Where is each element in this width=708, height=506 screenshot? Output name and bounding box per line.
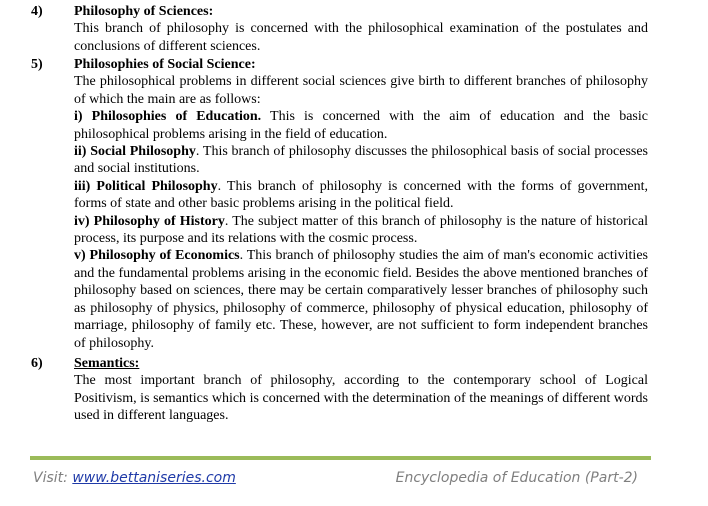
subsection-social	[74, 143, 648, 178]
subsection-education	[74, 108, 648, 143]
section-body	[74, 56, 648, 352]
footer-book-title: Encyclopedia of Education (Part-2)	[395, 470, 638, 486]
section-body	[74, 355, 648, 425]
section-body	[74, 3, 648, 55]
section-number: 4)	[31, 4, 43, 19]
section-number: 6)	[31, 356, 43, 371]
subsection-text: This is concerned with the aim of education and the basic philosophical problems arising in the field of education.	[74, 109, 648, 142]
section-paragraph: The most important branch of philosophy, according to the contemporary school of Logical Positivism, is semantics which is concerned with the determination of the meanings of different words used in different languages.	[74, 373, 648, 424]
footer-rule	[30, 456, 651, 460]
footer-visit-label: Visit:	[33, 470, 73, 486]
subsection-text: . This branch of philosophy is concerned with the forms of government, forms of state and other basic problems arising in the political field.	[74, 178, 648, 212]
subsection-economics	[74, 247, 648, 351]
section-paragraph: The philosophical problems in different social sciences give birth to different branches of philosophy of which the main are as follows:	[74, 74, 648, 107]
subsection-text: . This branch of philosophy studies the aim of man's economic activities and the fundamental problems arising in the economic field. Besides the above mentioned branches of philosophy based on sciences, there may be certain comparatively lesser branches of philosophy such as philosophy of physics, philosophy of commerce, philosophy of physical education, philosophy of marriage, philosophy of family etc. These, however, are not sufficient to form independent branches of philosophy.	[74, 248, 648, 351]
subsection-label: v) Philosophy of Economics	[74, 248, 240, 264]
subsection-text: . This branch of philosophy discusses the philosophical basis of social processes and social institutions.	[74, 144, 649, 177]
footer-visit	[33, 468, 236, 488]
subsection-history	[74, 213, 648, 248]
subsection-label: iii) Political Philosophy	[74, 178, 218, 194]
subsection-label: iv) Philosophy of History	[74, 213, 225, 229]
section-heading-bold: Philosophies of Social Science:	[74, 57, 256, 72]
subsection-label: ii) Social Philosophy	[74, 144, 196, 160]
section-heading: Semantics:	[74, 356, 140, 371]
section-heading	[74, 56, 648, 73]
section-heading: Philosophy of Sciences:	[74, 4, 214, 19]
section-paragraph: This branch of philosophy is concerned with the philosophical examination of the postulates and conclusions of different sciences.	[74, 21, 648, 54]
subsection-political	[74, 178, 648, 213]
section-number: 5)	[31, 57, 43, 72]
footer-website-link[interactable]: www.bettaniseries.com	[72, 470, 236, 486]
subsection-label: i) Philosophies of Education.	[74, 109, 262, 125]
subsection-text: . The subject matter of this branch of philosophy is the nature of historical process, its purpose and its relations with the cosmic process.	[74, 213, 648, 247]
